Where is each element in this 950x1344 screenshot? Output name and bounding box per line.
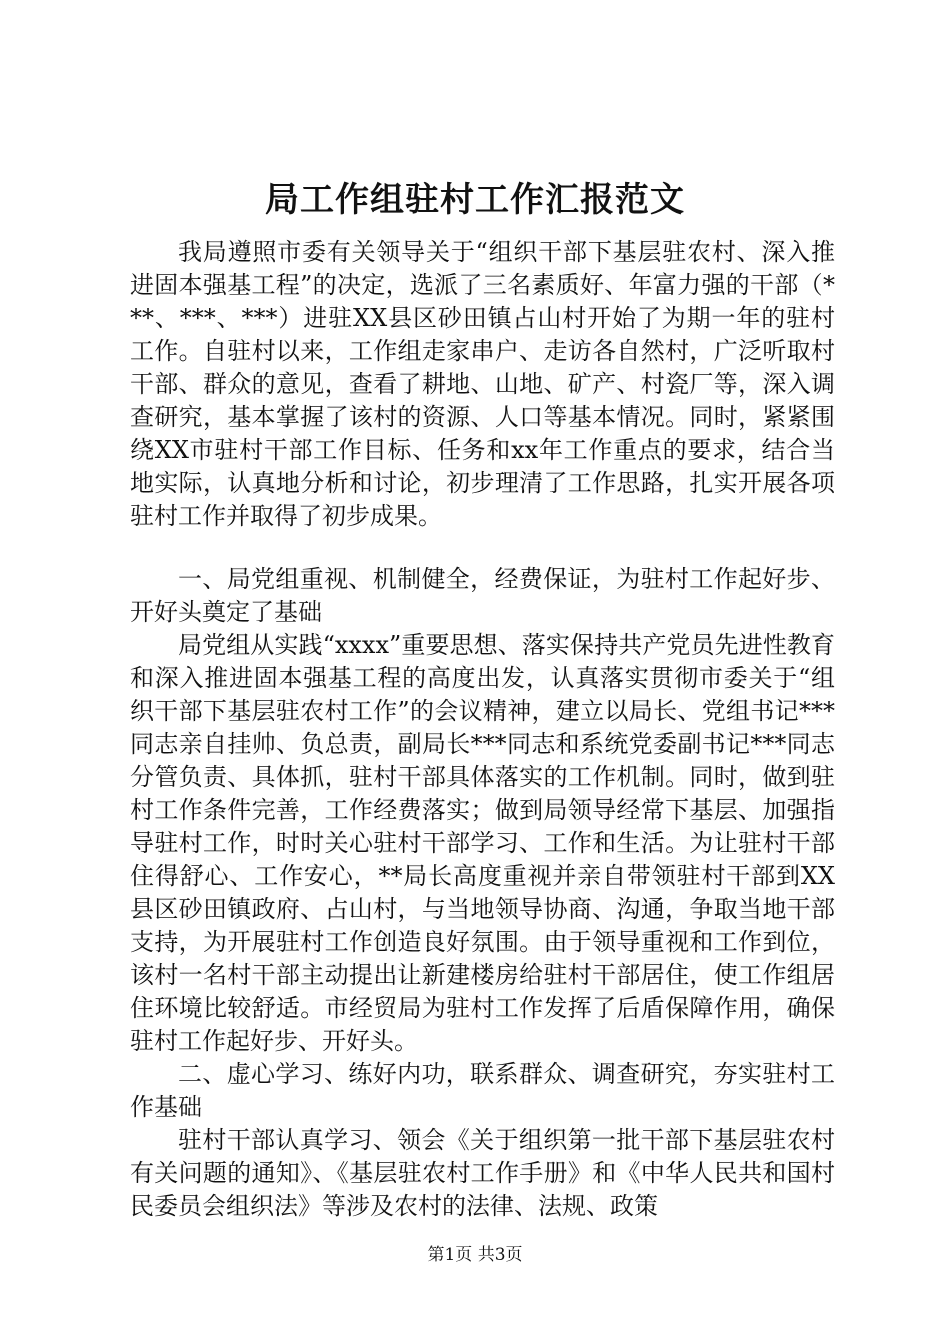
document-title: 局工作组驻村工作汇报范文: [265, 180, 685, 220]
section-heading-2: 二、虚心学习、练好内功，联系群众、调查研究，夯实驻村工作基础: [130, 1060, 835, 1121]
section-heading-1: 一、局党组重视、机制健全，经费保证，为驻村工作起好步、开好头奠定了基础: [130, 565, 835, 626]
paragraph-intro: 我局遵照市委有关领导关于“组织干部下基层驻农村、深入推进固本强基工程”的决定，选派了三名素质好、年富力强的干部（***、***、***）进驻XX县区砂田镇占山村开始了为期一年的驻村工作。自驻村以来，工作组走家串户、走访各自然村，广泛听取村干部、群众的意见，查看了耕地、山地、矿产、村瓷厂等，深入调查研究，基本掌握了该村的资源、人口等基本情况。同时，紧紧围绕XX市驻村干部工作目标、任务和xx年工作重点的要求，结合当地实际，认真地分析和讨论，初步理清了工作思路，扎实开展各项驻村工作并取得了初步成果。: [130, 238, 835, 530]
paragraph-section-2: 驻村干部认真学习、领会《关于组织第一批干部下基层驻农村有关问题的通知》、《基层驻农村工作手册》和《中华人民共和国村民委员会组织法》等涉及农村的法律、法规、政策: [130, 1126, 835, 1220]
paragraph-section-1: 局党组从实践“xxxx”重要思想、落实保持共产党员先进性教育和深入推进固本强基工程的高度出发，认真落实贯彻市委关于“组织干部下基层驻农村工作”的会议精神，建立以局长、党组书记***同志亲自挂帅、负总责，副局长***同志和系统党委副书记***同志分管负责、具体抓，驻村干部具体落实的工作机制。同时，做到驻村工作条件完善，工作经费落实；做到局领导经常下基层、加强指导驻村工作，时时关心驻村干部学习、工作和生活。为让驻村干部住得舒心、工作安心，**局长高度重视并亲自带领驻村干部到XX县区砂田镇政府、占山村，与当地领导协商、沟通，争取当地干部支持，为开展驻村工作创造良好氛围。由于领导重视和工作到位，该村一名村干部主动提出让新建楼房给驻村干部居住，使工作组居住环境比较舒适。市经贸局为驻村工作发挥了后盾保障作用，确保驻村工作起好步、开好头。: [130, 631, 835, 1055]
page-footer: 第1页 共3页: [427, 1245, 523, 1265]
document-body: [130, 236, 835, 1223]
